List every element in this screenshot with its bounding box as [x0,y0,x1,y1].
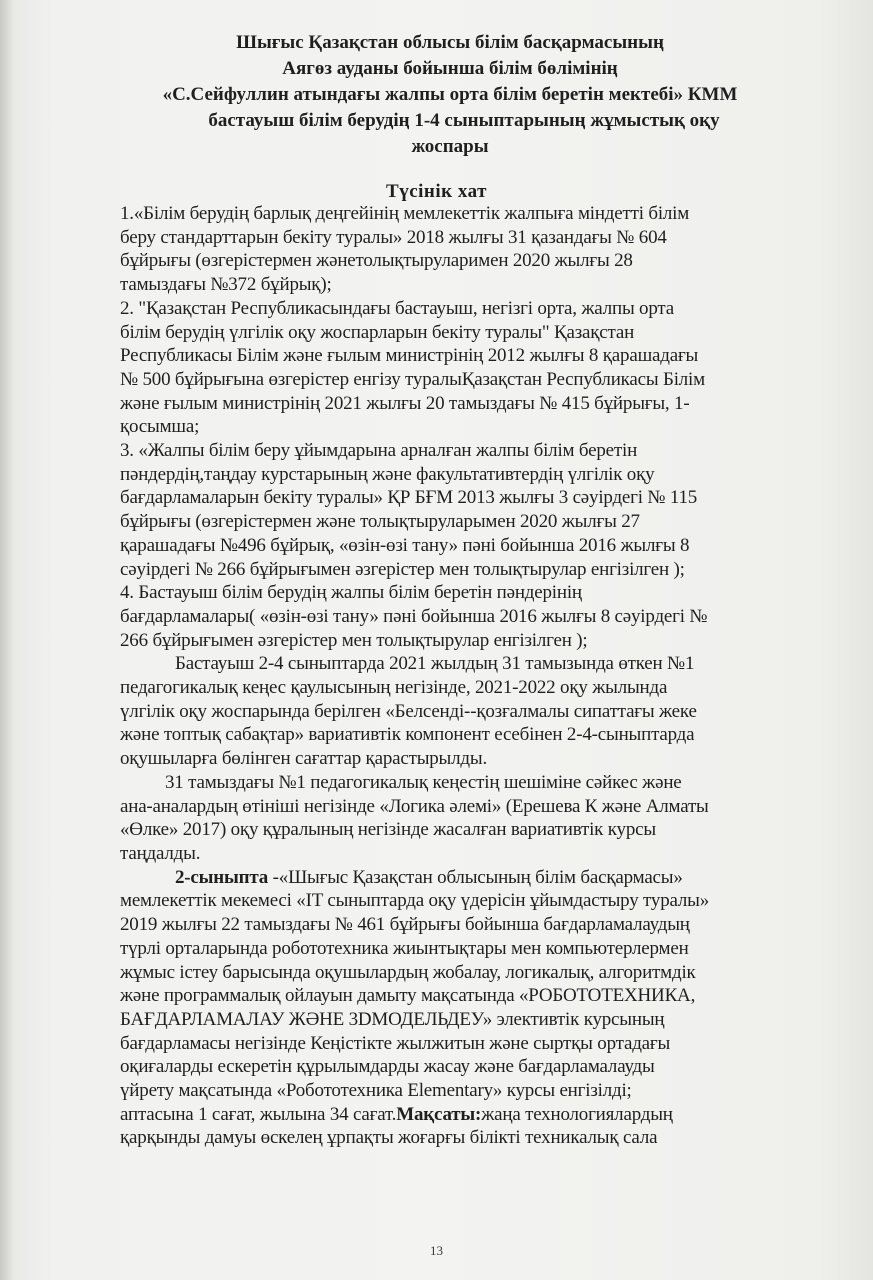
paragraph-3: 3. «Жалпы білім беру ұйымдарына арналған жалпы білім беретін пәндердің,таңдау курстарының және факультативтердің үлгілік оқу бағдарламаларын бекіту туралы» ҚР БҒМ 2013 жылғы 3 сәуірдегі № 115 бұйрығы (өзгерістермен және толықтыруларымен 2020 жылғы 27 қарашадағы №496 бұйрық, «өзін-өзі тану» пәні бойынша 2016 жылғы 8 сәуірдегі № 266 бұйрығымен әзгерістер мен толықтырулар енгізілген ); [120,440,698,580]
paragraph-4: 4. Бастауыш білім берудің жалпы білім беретін пәндерінің бағдарламалары( «өзін-өзі тану» пәні бойынша 2016 жылғы 8 сәуірдегі № 266 бұйрығымен әзгерістер мен толықтырулар енгізілген ); [120,582,708,651]
paragraph-2: 2. "Қазақстан Республикасындағы бастауыш, негізгі орта, жалпы орта білім берудің үлгілік оқу жоспарларын бекіту туралы" Қазақстан Республикасы Білім және ғылым министрінің 2012 жылғы 8 қарашадағы № 500 бұйрығына өзгерістер енгізу туралыҚазақстан Республикасы Білім және ғылым министрінің 2021 жылғы 20 тамыздағы № 415 бұйрығы, 1- қосымша; [120,297,705,438]
header-line-4: бастауыш білім берудің 1-4 сыныптарының жұмыстық оқу [208,110,720,131]
paragraph-6: 31 тамыздағы №1 педагогикалық кеңестің шешіміне сәйкес және ана-аналардың өтініші негізінде «Логика әлемі» (Ерешева К және Алматы «Өлке» 2017) оқу құралының негізінде жасалған вариативтік курсы таңдалды. [120,771,709,864]
header-line-5: жоспары [411,136,489,157]
paragraph-7 [120,866,780,1150]
page-number: 13 [430,1243,443,1258]
paragraph-5: Бастауыш 2-4 сыныптарда 2021 жылдың 31 тамызында өткен №1 педагогикалық кеңес қаулысының негізінде, 2021-2022 оқу жылында үлгілік оқу жоспарында берілген «Белсенді--қозғалмалы сипаттағы жеке және топтық сабақтар» вариативтік компонент есебінен 2-4-сыныптарда оқушыларға бөлінген сағаттар қарастырылды. [120,653,697,770]
document-body [120,202,780,1150]
header-line-2: Аягөз ауданы бойынша білім бөлімінің [282,58,618,79]
paragraph-7-text: -«Шығыс Қазақстан облысының білім басқармасы» мемлекеттік мекемесі «IT сыныптарда оқу үдерісін ұйымдастыру туралы» 2019 жылғы 22 тамыздағы № 461 бұйрығы бойынша бағдарламалаудың түрлі орталарында робототехника жиынтықтары мен компьютерлермен жұмыс істеу барысында оқушылардың жобалау, логикалық, алгоритмдік және программалық ойлауын дамыту мақсатында «РОБОТОТЕХНИКА, БАҒДАРЛАМАЛАУ ЖӘНЕ 3DМОДЕЛЬДЕУ» элективтік курсының бағдарламасы негізінде Кеңістікте жылжитын және сыртқы ортадағы оқиғаларды ескеретін құрылымдарды жасау және бағдарламалауды үйрету мақсатында «Робототехника Elementary» курсы енгізілді; аптасына 1 сағат, жылына 34 сағат. [120,866,710,1125]
document-header [100,30,800,160]
paragraph-7-goal-label: Мақсаты: [396,1103,482,1125]
paragraph-7-lead: 2-сыныпта [175,866,269,888]
header-line-1: Шығыс Қазақстан облысы білім басқармасының [236,32,664,53]
header-line-3: «С.Сейфуллин атындағы жалпы орта білім беретін мектебі» КММ [162,84,738,105]
paragraph-7-goal-text: жаңа технологиялардың қарқынды дамуы өскелең ұрпақты жоғарғы білікті техникалық сала [120,1103,673,1149]
paragraph-1: 1.«Білім берудің барлық деңгейінің мемлекеттік жалпыға міндетті білім беру стандарттарын бекіту туралы» 2018 жылғы 31 қазандағы № 604 бұйрығы (өзгерістермен жәнетолықтыруларимен 2020 жылғы 28 тамыздағы №372 бұйрық); [120,203,690,296]
section-title: Түсінік хат [386,181,487,202]
